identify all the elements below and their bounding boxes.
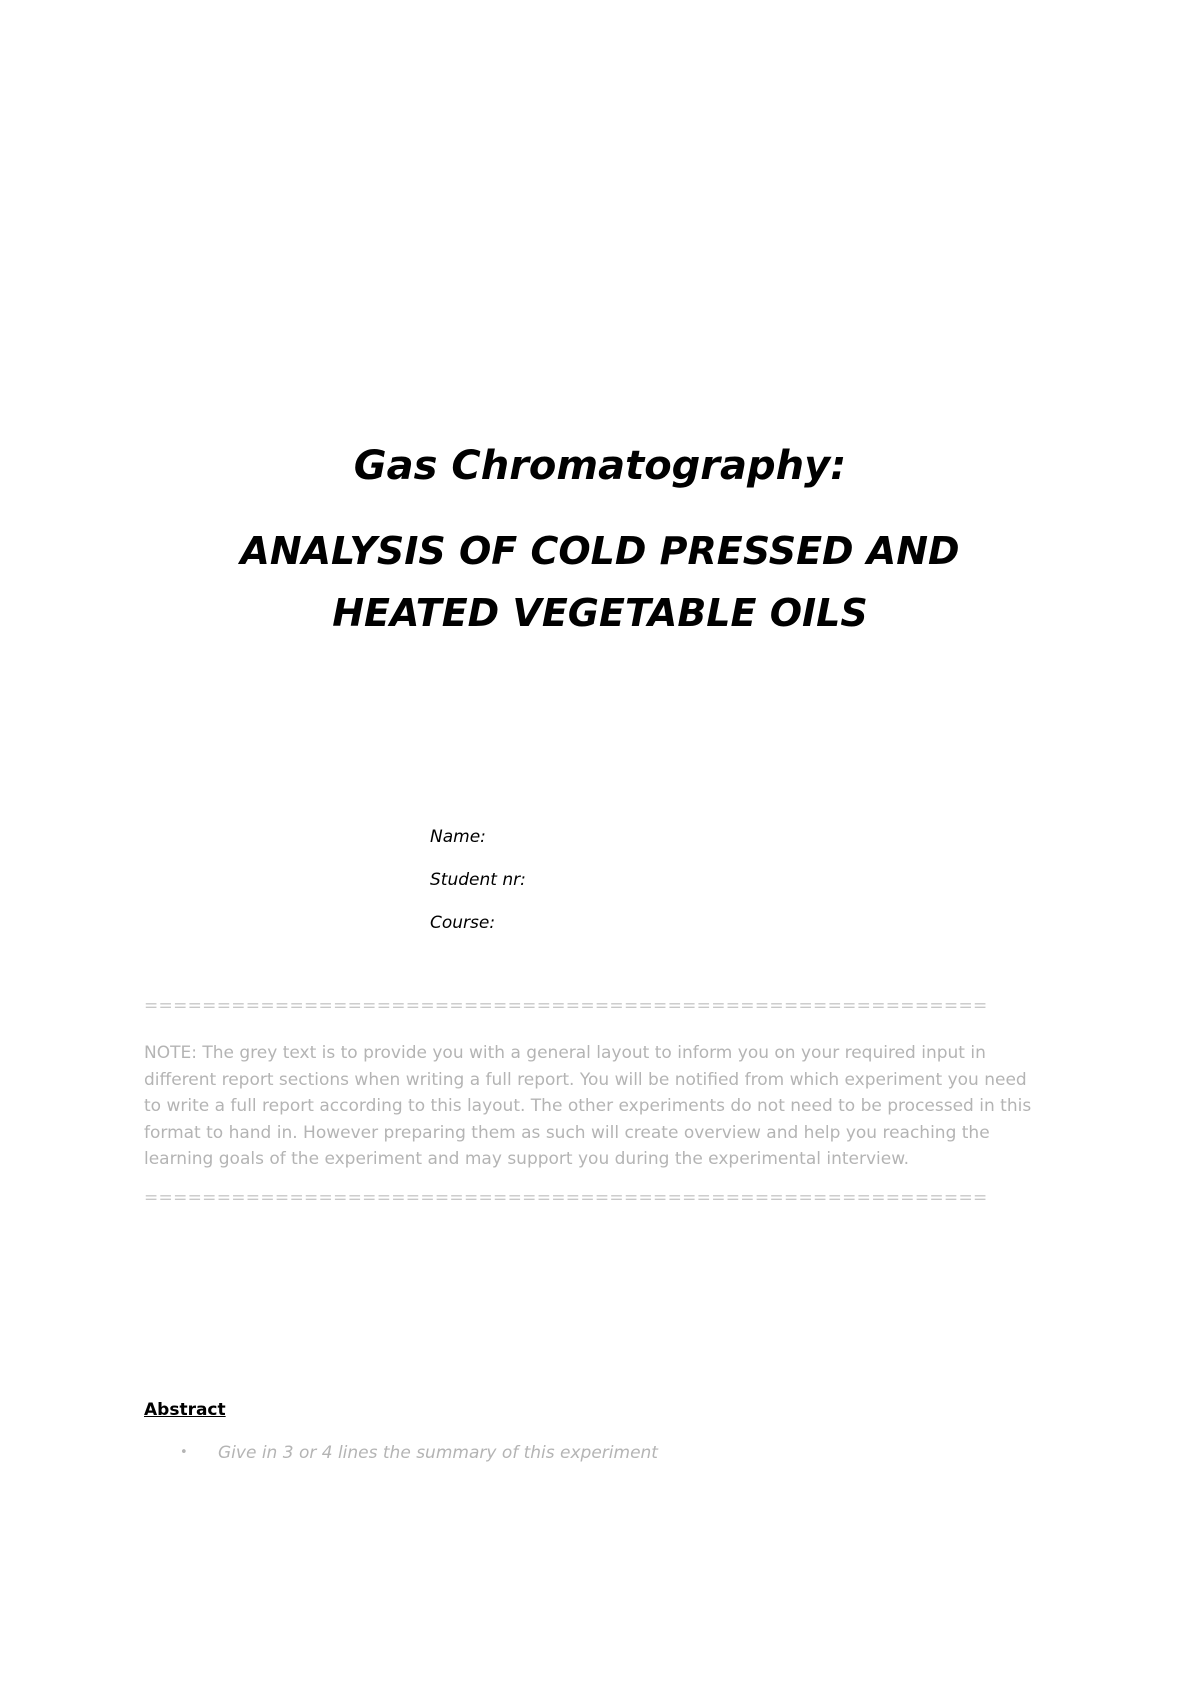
separator-bottom: ========================================================== xyxy=(144,1188,988,1208)
note-line: to write a full report according to this layout. The other experiments do not need to be processed in this xyxy=(144,1096,1032,1116)
subtitle-line-2: HEATED VEGETABLE OILS xyxy=(332,591,868,635)
student-number-field-label: Student nr: xyxy=(430,870,526,890)
note-line: format to hand in. However preparing them as such will create overview and help you reaching the xyxy=(144,1122,990,1143)
list-item xyxy=(180,1443,658,1463)
bullet-icon: • xyxy=(180,1445,188,1460)
separator-top: ========================================================== xyxy=(144,996,988,1016)
course-field-label: Course: xyxy=(430,913,496,933)
name-field-label: Name: xyxy=(430,827,486,847)
note-line: different report sections when writing a full report. You will be notified from which experiment you need xyxy=(144,1069,1027,1090)
student-info-fields xyxy=(430,826,526,955)
subtitle-line-1: ANALYSIS OF COLD PRESSED AND xyxy=(240,529,960,573)
document-subtitle xyxy=(0,520,1200,644)
abstract-heading: Abstract xyxy=(144,1400,226,1420)
abstract-bullet-text: Give in 3 or 4 lines the summary of this experiment xyxy=(218,1443,658,1463)
note-line: learning goals of the experiment and may support you during the experimental interview. xyxy=(144,1149,909,1169)
abstract-bullet-list xyxy=(180,1443,658,1463)
note-line: NOTE: The grey text is to provide you with a general layout to inform you on your required input in xyxy=(144,1043,986,1063)
document-title: Gas Chromatography: xyxy=(353,443,847,489)
note-paragraph xyxy=(144,1040,1064,1173)
